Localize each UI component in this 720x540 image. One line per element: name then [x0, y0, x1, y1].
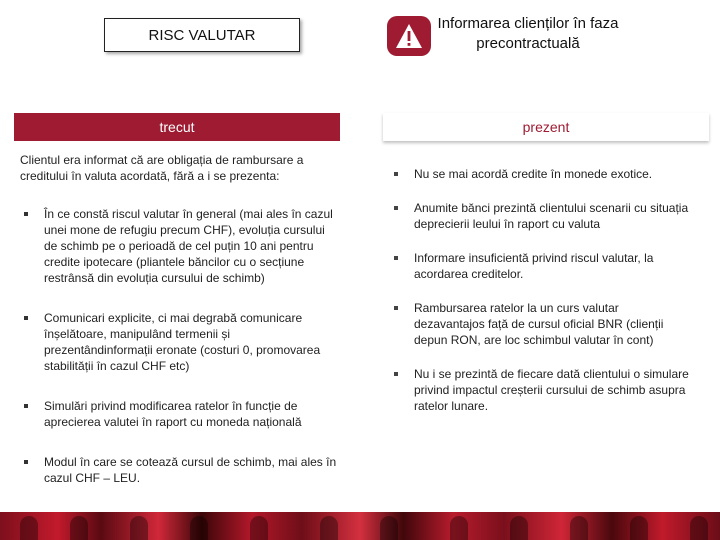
decorative-photo-strip — [0, 512, 720, 540]
past-intro: Clientul era informat că are obligația de rambursare a creditului în valuta acordată, fără a i se prezenta: — [20, 153, 304, 183]
tab-past: trecut — [14, 113, 340, 141]
list-item: Nu i se prezintă de fiecare dată clientului o simulare privind impactul creșterii cursului de schimb asupra ratelor lunare. — [392, 366, 692, 414]
list-item: Modul în care se cotează cursul de schimb, mai ales în cazul CHF – LEU. — [20, 454, 338, 486]
section-heading: Informarea clienților în faza precontractuală — [437, 15, 619, 52]
past-list — [20, 206, 338, 486]
list-item: Comunicari explicite, ci mai degrabă comunicare înșelătoare, manipulând termenii și prezentândinformații eronate (costuri 0, promovarea stabilității în cazul CHF etc) — [20, 310, 338, 374]
tab-present: prezent — [383, 113, 709, 141]
list-item: Rambursarea ratelor la un curs valutar dezavantajos față de cursul oficial BNR (clienții depun RON, are loc schimbul valutar în cont) — [392, 300, 692, 348]
list-item: În ce constă riscul valutar în general (mai ales în cazul unei mone de refugiu precum CHF), evoluția cursului de schimb pe o perioadă de cel puțin 10 ani pentru credite ipotecare (pliantele băncilor cu o secțiune restrânsă din evoluția cursului de schimb) — [20, 206, 338, 286]
list-item: Simulări privind modificarea ratelor în funcție de aprecierea valutei în raport cu moneda națională — [20, 398, 338, 430]
present-list — [392, 166, 692, 414]
slide-title: RISC VALUTAR — [104, 18, 300, 52]
past-column — [20, 152, 338, 510]
present-column — [392, 166, 692, 432]
list-item: Nu se mai acordă credite în monede exotice. — [392, 166, 692, 182]
list-item: Informare insuficientă privind riscul valutar, la acordarea creditelor. — [392, 250, 692, 282]
warning-triangle-icon — [394, 22, 424, 50]
list-item: Anumite bănci prezintă clientului scenarii cu situația deprecierii leului în raport cu valuta — [392, 200, 692, 232]
warning-icon — [387, 16, 431, 56]
